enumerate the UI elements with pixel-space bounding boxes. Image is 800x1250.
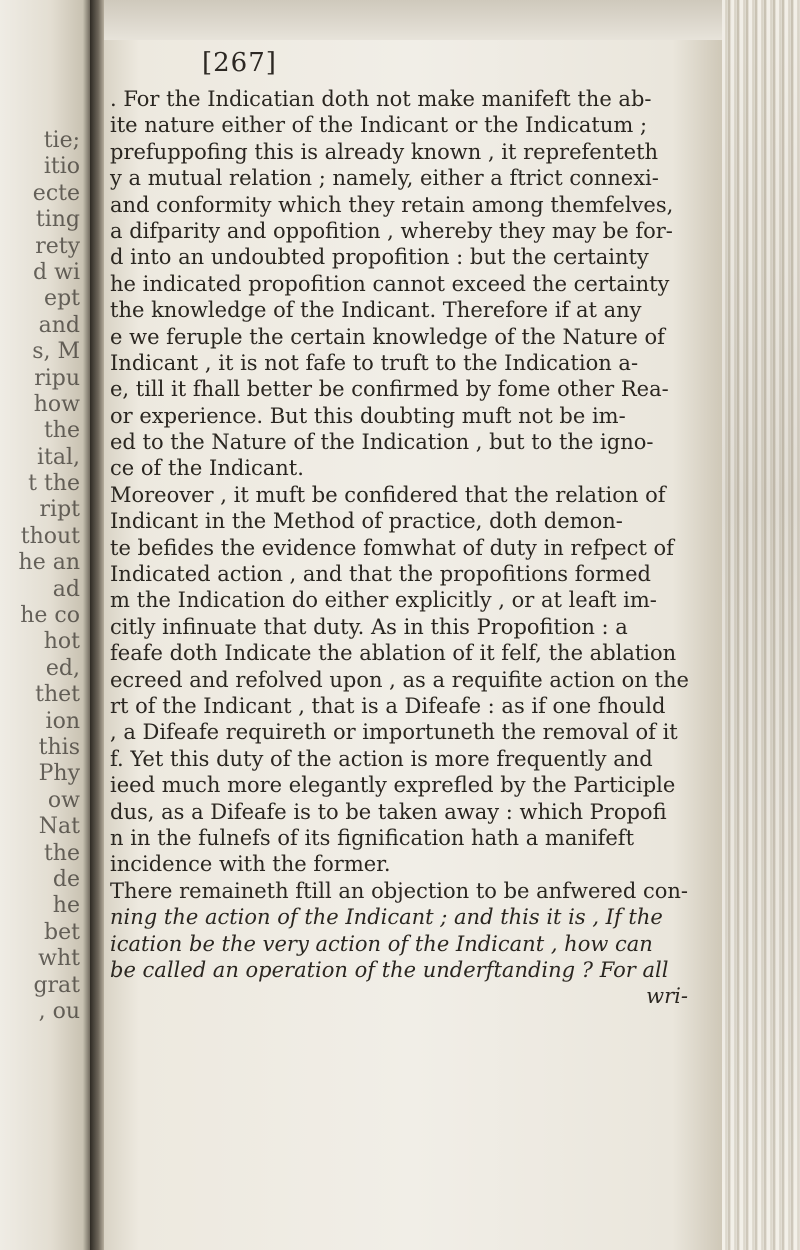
- text-line: e we feruple the certain knowledge of the Nature of: [110, 324, 665, 349]
- left-page-fragment: ital,: [36, 444, 80, 470]
- page-stack-edge: [722, 0, 800, 1250]
- left-page-fragment: , ou: [38, 998, 80, 1024]
- text-line: ication be the very action of the Indicant , how can: [110, 931, 653, 956]
- text-line: ite nature either of the Indicant or the Indicatum ;: [110, 113, 648, 138]
- left-page-fragment: grat: [33, 972, 80, 998]
- text-line: or experience. But this doubting muft not be im-: [110, 403, 626, 428]
- page-number: [267]: [202, 48, 277, 78]
- text-line: rt of the Indicant , that is a Difeafe : as if one fhould: [110, 693, 666, 718]
- left-page-fragment: he an: [18, 550, 80, 576]
- left-page-fragment: itio: [43, 154, 80, 180]
- text-line: ce of the Indicant.: [110, 456, 304, 481]
- left-page-fragment: he: [52, 893, 80, 919]
- left-page-fragment: Nat: [38, 814, 80, 840]
- left-page-fragment: de: [52, 866, 80, 892]
- text-line: , a Difeafe requireth or importuneth the removal of it: [110, 720, 678, 745]
- text-line: ed to the Nature of the Indication , but to the igno-: [110, 430, 654, 455]
- text-line: wri-: [646, 984, 688, 1009]
- text-line: e, till it fhall better be confirmed by fome other Rea-: [110, 377, 669, 402]
- text-line: a difparity and oppofition , whereby they may be for-: [110, 218, 673, 243]
- left-page-fragment: ting: [35, 207, 80, 233]
- left-page-fragment: rety: [35, 233, 80, 259]
- text-line: be called an operation of the underftanding ? For all: [110, 957, 669, 982]
- left-page-fragment: s, M: [32, 339, 80, 365]
- left-page-fragment: ecte: [32, 180, 80, 206]
- left-page-fragment: ion: [45, 708, 80, 734]
- text-line: Indicant , it is not fafe to truft to the Indication a-: [110, 350, 639, 375]
- text-line: f. Yet this duty of the action is more frequently and: [110, 746, 653, 771]
- text-line: y a mutual relation ; namely, either a ftrict connexi-: [110, 166, 659, 191]
- text-line: Indicant in the Method of practice, doth demon-: [110, 509, 623, 534]
- left-page-fragment: Phy: [38, 761, 80, 787]
- left-page-fragment: thet: [35, 682, 80, 708]
- body-text: [110, 86, 710, 1010]
- left-page-fragment: he co: [20, 603, 80, 629]
- left-page-fragments: [0, 128, 80, 1025]
- text-line: m the Indication do either explicitly , or at leaft im-: [110, 588, 657, 613]
- left-page-fragment: thout: [20, 523, 80, 549]
- text-line: te befides the evidence fomwhat of duty in refpect of: [110, 535, 674, 560]
- left-page-fragment: ripu: [34, 365, 80, 391]
- text-line: citly infinuate that duty. As in this Propofition : a: [110, 614, 628, 639]
- left-page-fragment: wht: [38, 946, 80, 972]
- text-line: Moreover , it muft be confidered that the relation of: [110, 482, 666, 507]
- text-line: n in the fulnefs of its fignification hath a manifeft: [110, 825, 635, 850]
- text-line: and conformity which they retain among themfelves,: [110, 192, 674, 217]
- text-line: the knowledge of the Indicant. Therefore if at any: [110, 298, 642, 323]
- book-gutter: [90, 0, 104, 1250]
- left-page-fragment: t the: [28, 471, 80, 497]
- left-page-fragment: d wi: [33, 259, 80, 285]
- left-page-fragment: ow: [47, 787, 80, 813]
- left-page-fragment: ad: [52, 576, 80, 602]
- text-line: ecreed and refolved upon , as a requifite action on the: [110, 667, 689, 692]
- text-line: feafe doth Indicate the ablation of it felf, the ablation: [110, 641, 677, 666]
- left-page-fragment: bet: [44, 919, 80, 945]
- text-line: incidence with the former.: [110, 852, 391, 877]
- text-line: d into an undoubted propofition : but the certainty: [110, 245, 649, 270]
- text-line: Indicated action , and that the propofitions formed: [110, 562, 651, 587]
- page-top-shadow: [92, 0, 732, 40]
- text-line: . For the Indicatian doth not make manifeft the ab-: [110, 87, 652, 111]
- left-page-fragment: the: [43, 418, 80, 444]
- left-page-fragment: and: [38, 312, 80, 338]
- text-line: he indicated propofition cannot exceed the certainty: [110, 271, 670, 296]
- text-line: dus, as a Difeafe is to be taken away : which Propofi: [110, 799, 667, 824]
- text-line: There remaineth ftill an objection to be anfwered con-: [110, 878, 688, 903]
- text-line: prefuppofing this is already known , it reprefenteth: [110, 139, 659, 164]
- left-facing-page: [0, 0, 92, 1250]
- left-page-fragment: how: [33, 391, 80, 417]
- text-line: ning the action of the Indicant ; and this it is , If the: [110, 905, 663, 930]
- left-page-fragment: the: [43, 840, 80, 866]
- left-page-fragment: ript: [39, 497, 80, 523]
- left-page-fragment: ed,: [45, 655, 80, 681]
- left-page-fragment: this: [38, 734, 80, 760]
- text-line: ieed much more elegantly exprefled by the Participle: [110, 773, 676, 798]
- main-page: [102, 40, 722, 1250]
- left-page-fragment: tie;: [43, 128, 80, 153]
- left-page-fragment: ept: [44, 286, 80, 312]
- left-page-fragment: hot: [43, 629, 80, 655]
